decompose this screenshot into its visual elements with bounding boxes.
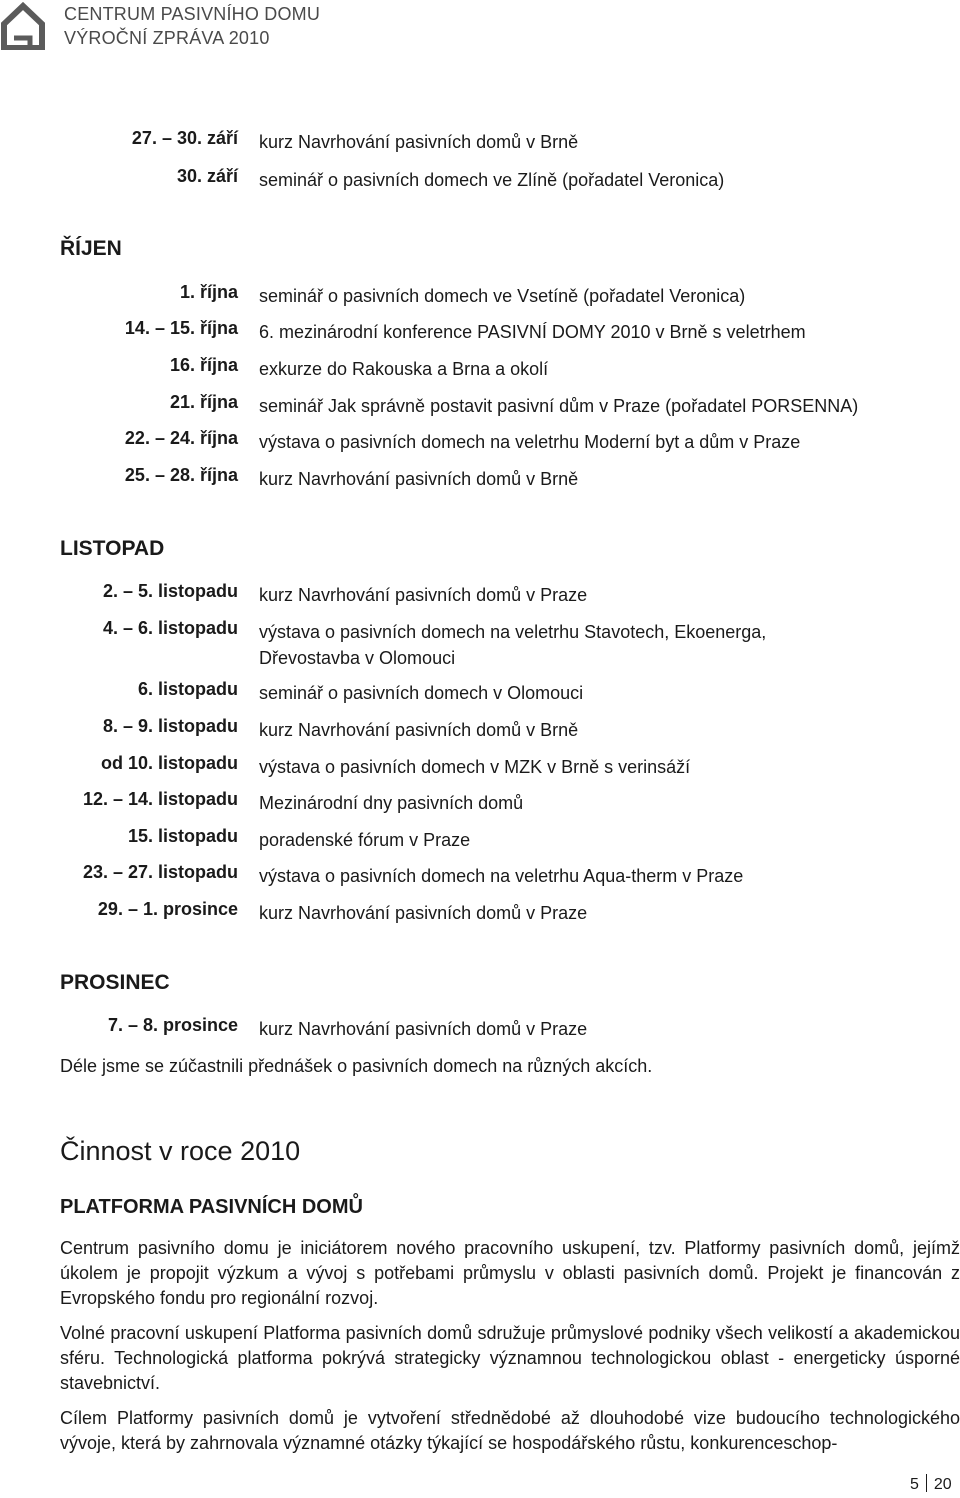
event-date: 30. září: [176, 166, 238, 186]
page-header: [0, 0, 960, 56]
event-text: kurz Navrhování pasivních domů v Brně: [259, 720, 579, 740]
event-date: 8. – 9. listopadu: [102, 716, 238, 736]
event-text: kurz Navrhování pasivních domů v Praze: [259, 903, 588, 923]
event-date: 7. – 8. prosince: [107, 1015, 238, 1035]
current-page: 5: [910, 1476, 919, 1493]
event-date: 25. – 28. října: [124, 465, 238, 485]
month-heading-november: LISTOPAD: [60, 537, 165, 560]
event-text: kurz Navrhování pasivních domů v Praze: [259, 585, 588, 605]
event-text: výstava o pasivních domech na veletrhu Moderní byt a dům v Praze: [259, 432, 801, 452]
total-pages: 20: [933, 1476, 952, 1493]
event-text: kurz Navrhování pasivních domů v Brně: [259, 469, 579, 489]
subsection-heading: PLATFORMA PASIVNÍCH DOMŮ: [60, 1196, 363, 1218]
page-separator: [926, 1474, 927, 1492]
paragraph-1: Centrum pasivního domu je iniciátorem nového pracovního uskupení, tzv. Platformy pasivních domů, jejímž úkolem je propojit výzkum a vývoj s potřebami průmyslu v oblasti pasivních domů. Projekt je financován z Evropského fondu pro regionální rozvoj.: [60, 1238, 960, 1308]
event-text: 6. mezinárodní konference PASIVNÍ DOMY 2010 v Brně s veletrhem: [259, 322, 806, 342]
event-text: výstava o pasivních domech na veletrhu Aqua-therm v Praze: [259, 866, 744, 886]
event-date: 29. – 1. prosince: [97, 899, 238, 919]
event-date: 16. října: [169, 355, 238, 375]
month-heading-december: PROSINEC: [60, 971, 170, 994]
header-org-name: CENTRUM PASIVNÍHO DOMU: [64, 4, 321, 24]
event-text: exkurze do Rakouska a Brna a okolí: [259, 359, 549, 379]
house-logo-icon: [0, 2, 46, 50]
event-date: od 10. listopadu: [100, 753, 238, 773]
event-text: výstava o pasivních domech v MZK v Brně s verinsáží: [259, 757, 691, 777]
event-date: 21. října: [169, 392, 238, 412]
event-text: kurz Navrhování pasivních domů v Brně: [259, 132, 579, 152]
event-date: 15. listopadu: [127, 826, 238, 846]
event-date: 14. – 15. října: [124, 318, 238, 338]
event-date: 12. – 14. listopadu: [82, 789, 238, 809]
paragraph-2: Volné pracovní uskupení Platforma pasivních domů sdružuje průmyslové podniky všech velikostí a akademickou sféru. Technologická platforma pokrývá strategicky významnou technologickou oblast - energeticky úsporné stavebnictví.: [60, 1323, 960, 1393]
event-date: 23. – 27. listopadu: [82, 862, 238, 882]
event-date: 4. – 6. listopadu: [102, 618, 238, 638]
paragraph-3: Cílem Platformy pasivních domů je vytvoření střednědobé až dlouhodobé vize budoucího technologického vývoje, která by zahrnovala významné otázky týkající se hospodářského růstu, konkurenceschop-: [60, 1408, 960, 1453]
event-date: 1. října: [179, 282, 238, 302]
december-note: Déle jsme se zúčastnili přednášek o pasivních domech na různých akcích.: [60, 1056, 653, 1076]
event-date: 22. – 24. října: [124, 428, 238, 448]
event-date: 2. – 5. listopadu: [102, 581, 238, 601]
event-text-continued: Dřevostavba v Olomouci: [259, 648, 456, 668]
event-date: 27. – 30. září: [131, 128, 238, 148]
header-report-title: VÝROČNÍ ZPRÁVA 2010: [64, 28, 270, 48]
event-text: seminář Jak správně postavit pasivní dům v Praze (pořadatel PORSENNA): [259, 396, 859, 416]
page-number: [910, 1474, 952, 1494]
section-heading: Činnost v roce 2010: [60, 1136, 301, 1166]
event-text: Mezinárodní dny pasivních domů: [259, 793, 524, 813]
event-text: kurz Navrhování pasivních domů v Praze: [259, 1019, 588, 1039]
event-text: seminář o pasivních domech v Olomouci: [259, 683, 584, 703]
event-text: poradenské fórum v Praze: [259, 830, 471, 850]
month-heading-october: ŘÍJEN: [60, 237, 122, 260]
event-date: 6. listopadu: [137, 679, 238, 699]
event-text: seminář o pasivních domech ve Zlíně (pořadatel Veronica): [259, 170, 725, 190]
event-text: seminář o pasivních domech ve Vsetíně (pořadatel Veronica): [259, 286, 746, 306]
event-text: výstava o pasivních domech na veletrhu Stavotech, Ekoenerga,: [259, 622, 767, 642]
